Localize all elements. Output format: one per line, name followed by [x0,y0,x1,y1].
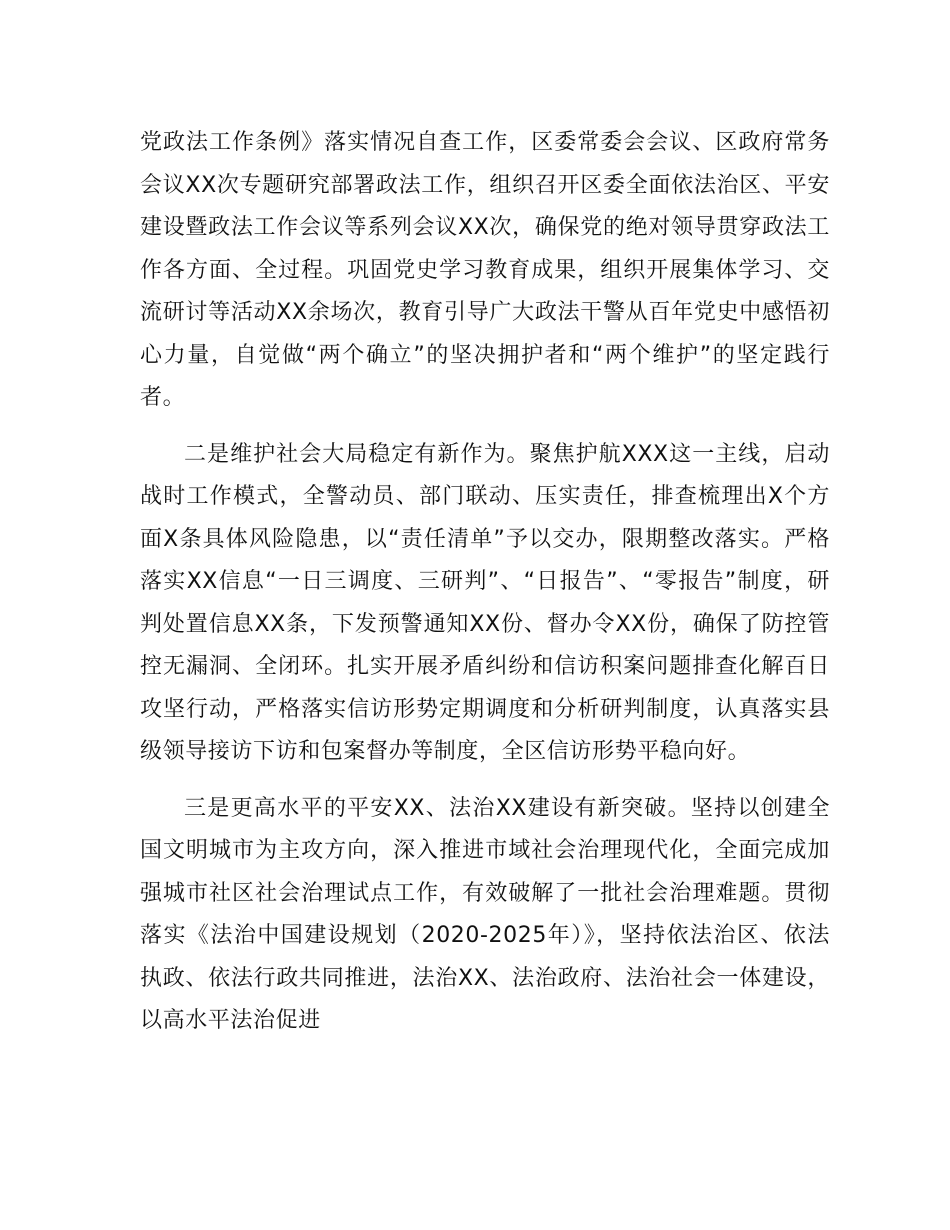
paragraph-social-stability: 二是维护社会大局稳定有新作为。聚焦护航XXX这一主线，启动战时工作模式，全警动员、部门联动、压实责任，排查梳理出X个方面X条具体风险隐患，以“责任清单”予以交办，限期整改落实。严格落实XX信息“一日三调度、三研判”、“日报告”、“零报告”制度，研判处置信息XX条，下发预警通知XX份、督办令XX份，确保了防控管控无漏洞、全闭环。扎实开展矛盾纠纷和信访积案问题排查化解百日攻坚行动，严格落实信访形势定期调度和分析研判制度，认真落实县级领导接访下访和包案督办等制度，全区信访形势平稳向好。 [140,441,830,764]
paragraph-continuation: 党政法工作条例》落实情况自查工作，区委常委会会议、区政府常务会议XX次专题研究部署政法工作，组织召开区委全面依法治区、平安建设暨政法工作会议等系列会议XX次，确保党的绝对领导贯穿政法工作各方面、全过程。巩固党史学习教育成果，组织开展集体学习、交流研讨等活动XX余场次，教育引导广大政法干警从百年党史中感悟初心力量，自觉做“两个确立”的坚决拥护者和“两个维护”的坚定践行者。 [140,130,830,410]
document-body [140,122,830,1043]
paragraph-rule-of-law: 三是更高水平的平安XX、法治XX建设有新突破。坚持以创建全国文明城市为主攻方向，深入推进市域社会治理现代化，全面完成加强城市社区社会治理试点工作，有效破解了一批社会治理难题。贯彻落实《法治中国建设规划（2020-2025年）》，坚持依法治区、依法执政、依法行政共同推进，法治XX、法治政府、法治社会一体建设，以高水平法治促进 [140,795,830,1033]
